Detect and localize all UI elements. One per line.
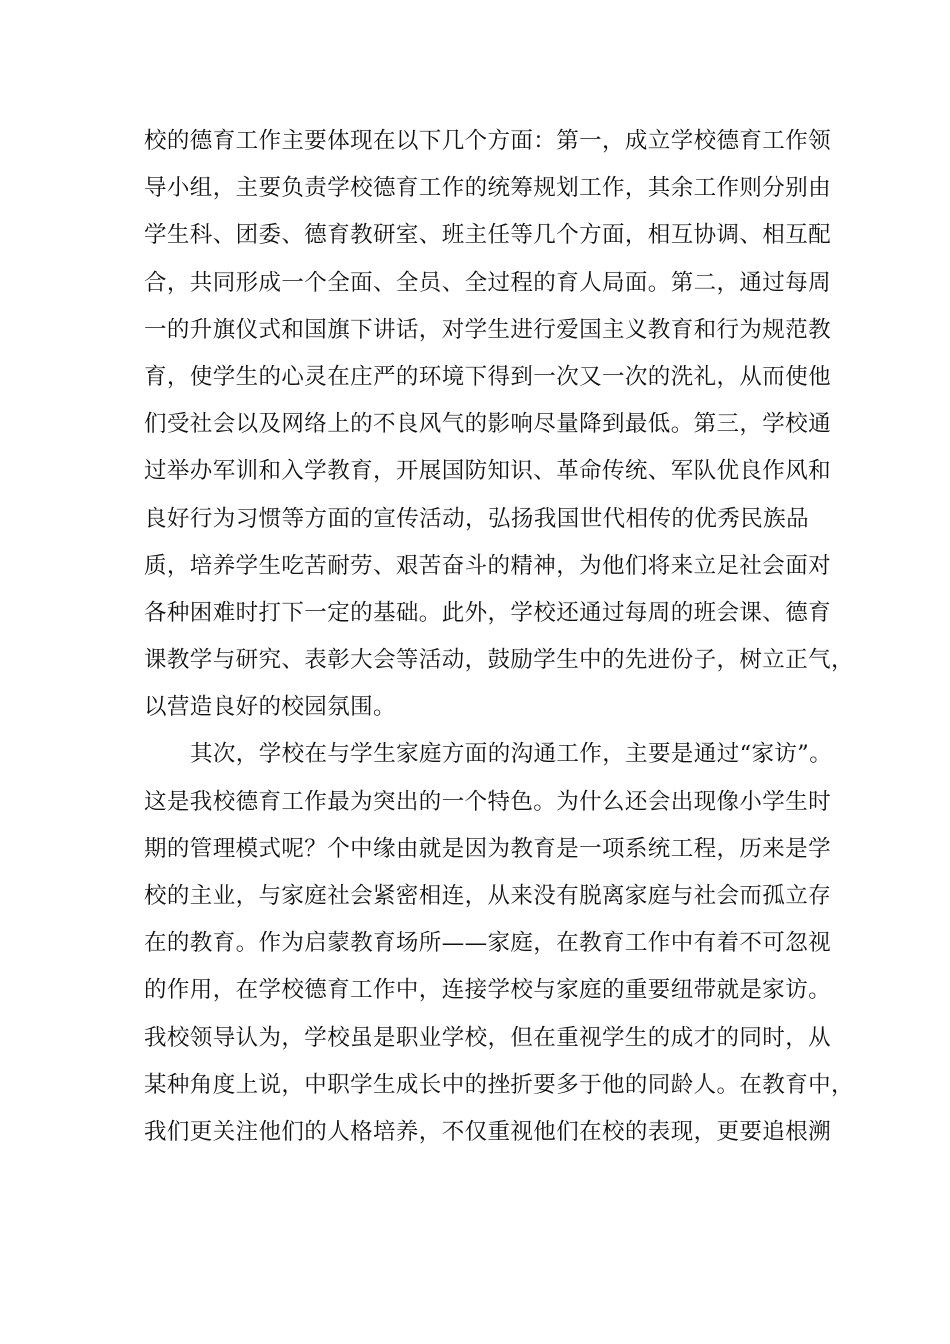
text-line: 我校领导认为，学校虽是职业学校，但在重视学生的成才的同时，从 (144, 1024, 832, 1051)
text-line: 在的教育。作为启蒙教育场所——家庭，在教育工作中有着不可忽视 (144, 930, 832, 957)
text-line: 各种困难时打下一定的基础。此外，学校还通过每周的班会课、德育 (144, 599, 832, 626)
text-line: 这是我校德育工作最为突出的一个特色。为什么还会出现像小学生时 (144, 788, 832, 815)
text-line: 期的管理模式呢？个中缘由就是因为教育是一项系统工程，历来是学 (144, 835, 832, 862)
body-text (144, 118, 854, 1156)
text-line: 某种角度上说，中职学生成长中的挫折要多于他的同龄人。在教育中， (144, 1071, 854, 1098)
text-line: 过举办军训和入学教育，开展国防知识、革命传统、军队优良作风和 (144, 458, 832, 485)
text-line: 学生科、团委、德育教研室、班主任等几个方面，相互协调、相互配 (144, 222, 832, 249)
text-line: 一的升旗仪式和国旗下讲话，对学生进行爱国主义教育和行为规范教 (144, 316, 832, 343)
text-line: 我们更关注他们的人格培养，不仅重视他们在校的表现，更要追根溯 (144, 1118, 832, 1145)
text-line: 校的主业，与家庭社会紧密相连，从来没有脱离家庭与社会而孤立存 (144, 883, 832, 909)
text-line: 合，共同形成一个全面、全员、全过程的育人局面。第二，通过每周 (144, 269, 832, 296)
text-line: 育，使学生的心灵在庄严的环境下得到一次又一次的洗礼，从而使他 (144, 363, 832, 390)
text-line: 质，培养学生吃苦耐劳、艰苦奋斗的精神，为他们将来立足社会面对 (144, 552, 832, 579)
text-line: 导小组，主要负责学校德育工作的统筹规划工作，其余工作则分别由 (144, 175, 832, 202)
text-line: 的作用，在学校德育工作中，连接学校与家庭的重要纽带就是家访。 (144, 977, 832, 1004)
text-line-paragraph-start: 其次，学校在与学生家庭方面的沟通工作，主要是通过“家访”。 (190, 741, 833, 768)
text-line: 以营造良好的校园氛围。 (144, 694, 396, 721)
text-line: 们受社会以及网络上的不良风气的影响尽量降到最低。第三，学校通 (144, 411, 832, 438)
text-line: 良好行为习惯等方面的宣传活动，弘扬我国世代相传的优秀民族品 (144, 505, 809, 532)
text-line: 校的德育工作主要体现在以下几个方面：第一，成立学校德育工作领 (144, 128, 832, 154)
text-line: 课教学与研究、表彰大会等活动，鼓励学生中的先进份子，树立正气， (144, 647, 854, 674)
